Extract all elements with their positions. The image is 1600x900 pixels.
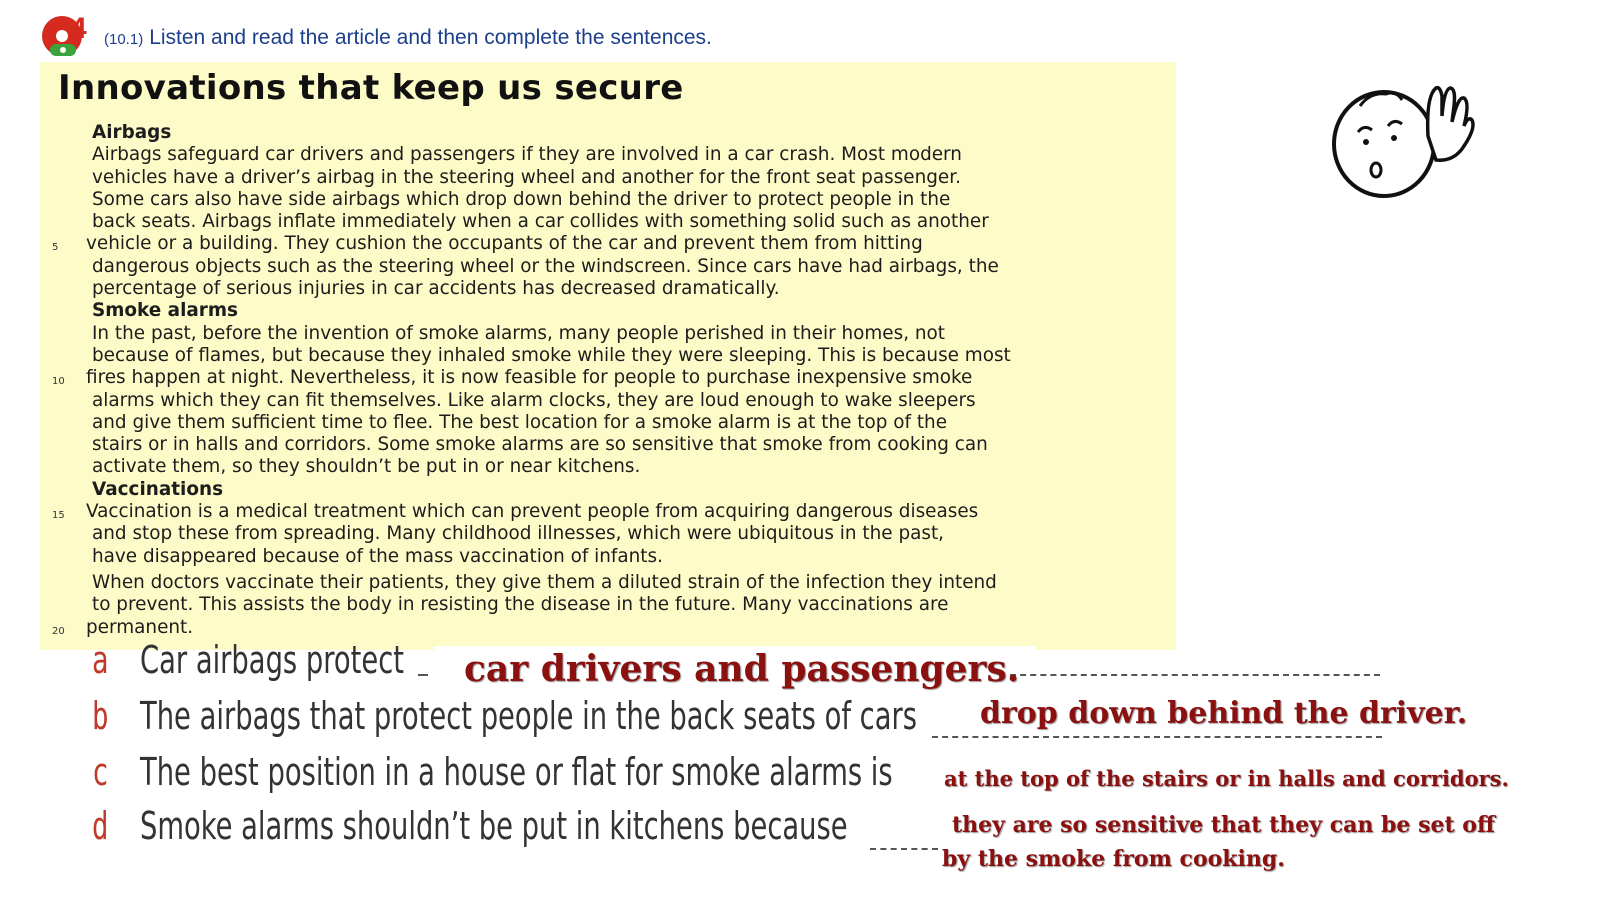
article-panel — [40, 62, 1176, 650]
section-heading — [92, 300, 1182, 322]
article-title: Innovations that keep us secure — [58, 68, 684, 108]
article-line — [92, 211, 1182, 233]
article-line — [92, 256, 1182, 278]
line-text: Airbags safeguard car drivers and passengers if they are involved in a car crash. Most modern — [92, 144, 962, 166]
line-text: Vaccinations — [92, 478, 224, 500]
article-line — [92, 323, 1182, 345]
article-line — [92, 523, 1182, 545]
question-letter: b — [92, 694, 109, 738]
question-prompt: The airbags that protect people in the back seats of cars — [140, 694, 918, 738]
article-line — [92, 144, 1182, 166]
line-number: 20 — [52, 625, 65, 637]
answer-blank[interactable] — [870, 848, 938, 850]
line-text: Vaccination is a medical treatment which can prevent people from acquiring dangerous diseases — [86, 501, 979, 523]
section-heading — [92, 479, 1182, 501]
article-line — [52, 367, 1182, 389]
line-number: 15 — [52, 510, 65, 522]
article-line — [92, 278, 1182, 300]
line-text: to prevent. This assists the body in resisting the disease in the future. Many vaccinations are — [92, 594, 949, 616]
article-body — [52, 122, 1182, 639]
line-text: fires happen at night. Nevertheless, it is now feasible for people to purchase inexpensive smoke — [86, 367, 973, 389]
thinking-face-icon — [1330, 76, 1480, 200]
article-line — [92, 412, 1182, 434]
question-letter: c — [92, 750, 109, 794]
line-text: percentage of serious injuries in car accidents has decreased dramatically. — [92, 278, 780, 300]
instruction-text — [104, 26, 712, 50]
line-text: stairs or in halls and corridors. Some smoke alarms are so sensitive that smoke from cooking can — [92, 434, 988, 456]
article-line — [92, 345, 1182, 367]
line-text: because of flames, but because they inhaled smoke while they were sleeping. This is because most — [92, 344, 1011, 366]
answer-c: at the top of the stairs or in halls and corridors. — [944, 766, 1509, 791]
answer-b: drop down behind the driver. — [980, 696, 1468, 731]
line-text: alarms which they can fit themselves. Like alarm clocks, they are loud enough to wake sleepers — [92, 389, 976, 411]
instruction-label: Listen and read the article and then complete the sentences. — [149, 26, 712, 49]
line-number: 10 — [52, 376, 65, 388]
line-text: In the past, before the invention of smoke alarms, many people perished in their homes, not — [92, 322, 945, 344]
exercise-number: 4 — [70, 12, 87, 45]
question-letter: d — [92, 804, 109, 848]
line-text: vehicle or a building. They cushion the occupants of the car and prevent them from hitting — [86, 233, 923, 255]
line-text: dangerous objects such as the steering wheel or the windscreen. Since cars have had airbags, the — [92, 255, 999, 277]
article-line — [52, 616, 1182, 639]
question-prompt: Smoke alarms shouldn’t be put in kitchens because — [140, 804, 848, 848]
question-prompt: Car airbags protect — [140, 638, 404, 682]
line-text: Airbags — [92, 122, 172, 143]
line-text: and stop these from spreading. Many childhood illnesses, which were ubiquitous in the past, — [92, 523, 945, 545]
line-text: activate them, so they shouldn’t be put in or near kitchens. — [92, 456, 641, 478]
article-line — [92, 572, 1182, 594]
question-letter: a — [92, 638, 109, 682]
line-text: and give them sufficient time to flee. The best location for a smoke alarm is at the top of the — [92, 411, 948, 433]
question-prompt: The best position in a house or flat for smoke alarms is — [140, 750, 893, 794]
article-line — [52, 501, 1182, 523]
line-text: back seats. Airbags inflate immediately when a car collides with something solid such as another — [92, 211, 989, 233]
line-text: vehicles have a driver’s airbag in the steering wheel and another for the front seat passenger. — [92, 166, 961, 188]
article-line — [92, 594, 1182, 616]
line-text: permanent. — [86, 616, 194, 638]
section-heading — [92, 122, 1182, 144]
line-number: 5 — [52, 242, 59, 254]
article-line — [52, 233, 1182, 255]
line-text: Some cars also have side airbags which drop down behind the driver to protect people in the — [92, 188, 951, 210]
question-a — [92, 638, 507, 690]
answer-blank[interactable] — [1010, 674, 1380, 676]
line-text: When doctors vaccinate their patients, they give them a diluted strain of the infection they intend — [92, 571, 997, 593]
answer-a: car drivers and passengers. — [464, 648, 1020, 690]
answer-d-line1: they are so sensitive that they can be set off — [952, 812, 1496, 838]
answer-blank[interactable] — [418, 674, 428, 676]
audio-cd-icon[interactable] — [40, 12, 94, 56]
article-line — [92, 167, 1182, 189]
answer-blank[interactable] — [932, 736, 1382, 738]
article-line — [92, 546, 1182, 568]
track-reference: (10.1) — [104, 31, 144, 48]
line-text: have disappeared because of the mass vaccination of infants. — [92, 545, 663, 567]
article-line — [92, 434, 1182, 456]
article-line — [92, 189, 1182, 211]
exercise-header — [40, 8, 940, 56]
article-line — [92, 456, 1182, 478]
answer-d-line2: by the smoke from cooking. — [942, 846, 1285, 872]
line-text: Smoke alarms — [92, 300, 238, 322]
article-line — [92, 390, 1182, 412]
